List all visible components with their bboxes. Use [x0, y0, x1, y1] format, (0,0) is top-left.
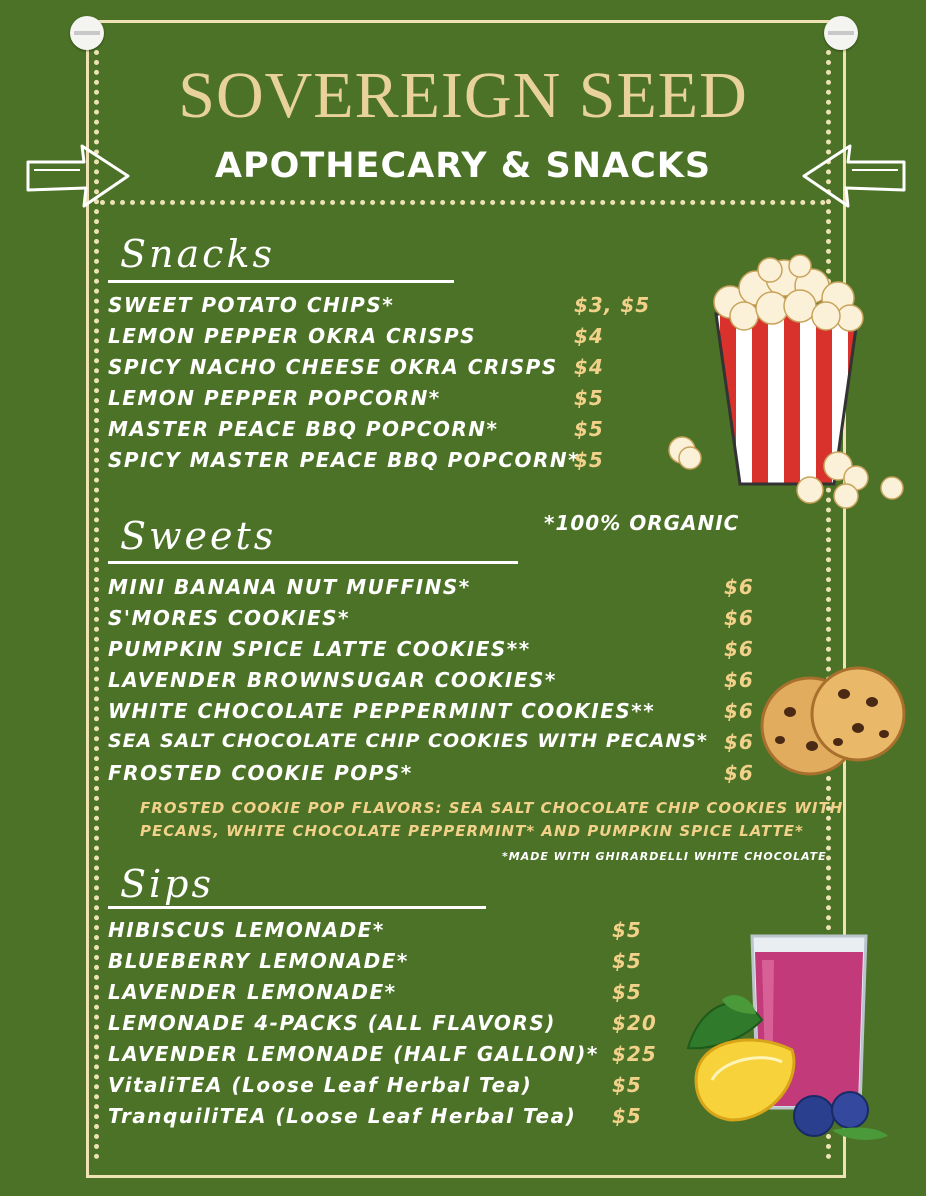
- menu-item-price: $25: [612, 1042, 657, 1066]
- menu-item-price: $5: [612, 1073, 642, 1097]
- menu-item-price: $5: [612, 980, 642, 1004]
- section-underline: [108, 280, 454, 283]
- menu-item-price: $6: [724, 637, 754, 661]
- arrow-right-icon: [24, 140, 134, 212]
- menu-item-name: SPICY MASTER PEACE BBQ POPCORN*: [108, 448, 581, 472]
- ghirardelli-note: *MADE WITH GHIRARDELLI WHITE CHOCOLATE: [502, 850, 827, 863]
- menu-item-name: MINI BANANA NUT MUFFINS*: [108, 575, 471, 599]
- menu-item-price: $5: [574, 386, 604, 410]
- menu-item-name: LAVENDER BROWNSUGAR COOKIES*: [108, 668, 557, 692]
- menu-item-name: HIBISCUS LEMONADE*: [108, 918, 385, 942]
- menu-item-name: FROSTED COOKIE POPS*: [108, 761, 413, 785]
- dotted-border-left: [94, 50, 99, 1160]
- menu-item-price: $5: [574, 448, 604, 472]
- menu-item-price: $5: [574, 417, 604, 441]
- organic-note: *100% ORGANIC: [544, 511, 740, 535]
- cookie-pop-flavors-line1: FROSTED COOKIE POP FLAVORS: SEA SALT CHOCOLATE CHIP COOKIES WITH: [140, 799, 844, 817]
- menu-item-price: $20: [612, 1011, 657, 1035]
- pushpin-icon: [70, 16, 104, 50]
- menu-item-name: LEMON PEPPER OKRA CRISPS: [108, 324, 477, 348]
- menu-item-name: SEA SALT CHOCOLATE CHIP COOKIES WITH PECANS*: [108, 730, 708, 752]
- menu-item-price: $4: [574, 324, 604, 348]
- menu-item-price: $6: [724, 730, 754, 754]
- menu-item-name: MASTER PEACE BBQ POPCORN*: [108, 417, 499, 441]
- lemonade-glass-icon: [682, 930, 896, 1148]
- menu-item-name: LAVENDER LEMONADE (HALF GALLON)*: [108, 1042, 599, 1066]
- menu-item-name: BLUEBERRY LEMONADE*: [108, 949, 409, 973]
- menu-item-name: LAVENDER LEMONADE*: [108, 980, 397, 1004]
- menu-item-price: $3, $5: [574, 293, 651, 317]
- dotted-divider: [100, 200, 826, 205]
- section-underline: [108, 906, 486, 909]
- menu-item-price: $6: [724, 606, 754, 630]
- menu-item-price: $6: [724, 668, 754, 692]
- menu-item-name: SPICY NACHO CHEESE OKRA CRISPS: [108, 355, 558, 379]
- page-subtitle: APOTHECARY & SNACKS: [214, 146, 712, 186]
- section-heading-sweets: Sweets: [120, 514, 277, 558]
- menu-item-price: $6: [724, 575, 754, 599]
- pushpin-icon: [824, 16, 858, 50]
- menu-item-price: $4: [574, 355, 604, 379]
- section-heading-snacks: Snacks: [120, 232, 275, 276]
- menu-item-name: LEMON PEPPER POPCORN*: [108, 386, 441, 410]
- section-heading-sips: Sips: [120, 862, 215, 906]
- cookies-icon: [760, 664, 910, 804]
- menu-item-price: $5: [612, 949, 642, 973]
- menu-item-name: LEMONADE 4-PACKS (ALL FLAVORS): [108, 1011, 556, 1035]
- menu-item-name: S'MORES COOKIES*: [108, 606, 351, 630]
- menu-item-name: VitaliTEA (Loose Leaf Herbal Tea): [108, 1073, 533, 1097]
- menu-item-price: $6: [724, 699, 754, 723]
- menu-item-name: PUMPKIN SPICE LATTE COOKIES**: [108, 637, 531, 661]
- menu-item-price: $5: [612, 1104, 642, 1128]
- section-underline: [108, 561, 518, 564]
- menu-item-name: SWEET POTATO CHIPS*: [108, 293, 395, 317]
- menu-item-name: TranquiliTEA (Loose Leaf Herbal Tea): [108, 1104, 577, 1128]
- popcorn-icon: [660, 252, 910, 514]
- menu-item-name: WHITE CHOCOLATE PEPPERMINT COOKIES**: [108, 699, 656, 723]
- menu-item-price: $5: [612, 918, 642, 942]
- menu-item-price: $6: [724, 761, 754, 785]
- page-title: SOVEREIGN SEED: [178, 59, 748, 132]
- arrow-left-icon: [798, 140, 908, 212]
- cookie-pop-flavors-line2: PECANS, WHITE CHOCOLATE PEPPERMINT* AND PUMPKIN SPICE LATTE*: [140, 822, 804, 840]
